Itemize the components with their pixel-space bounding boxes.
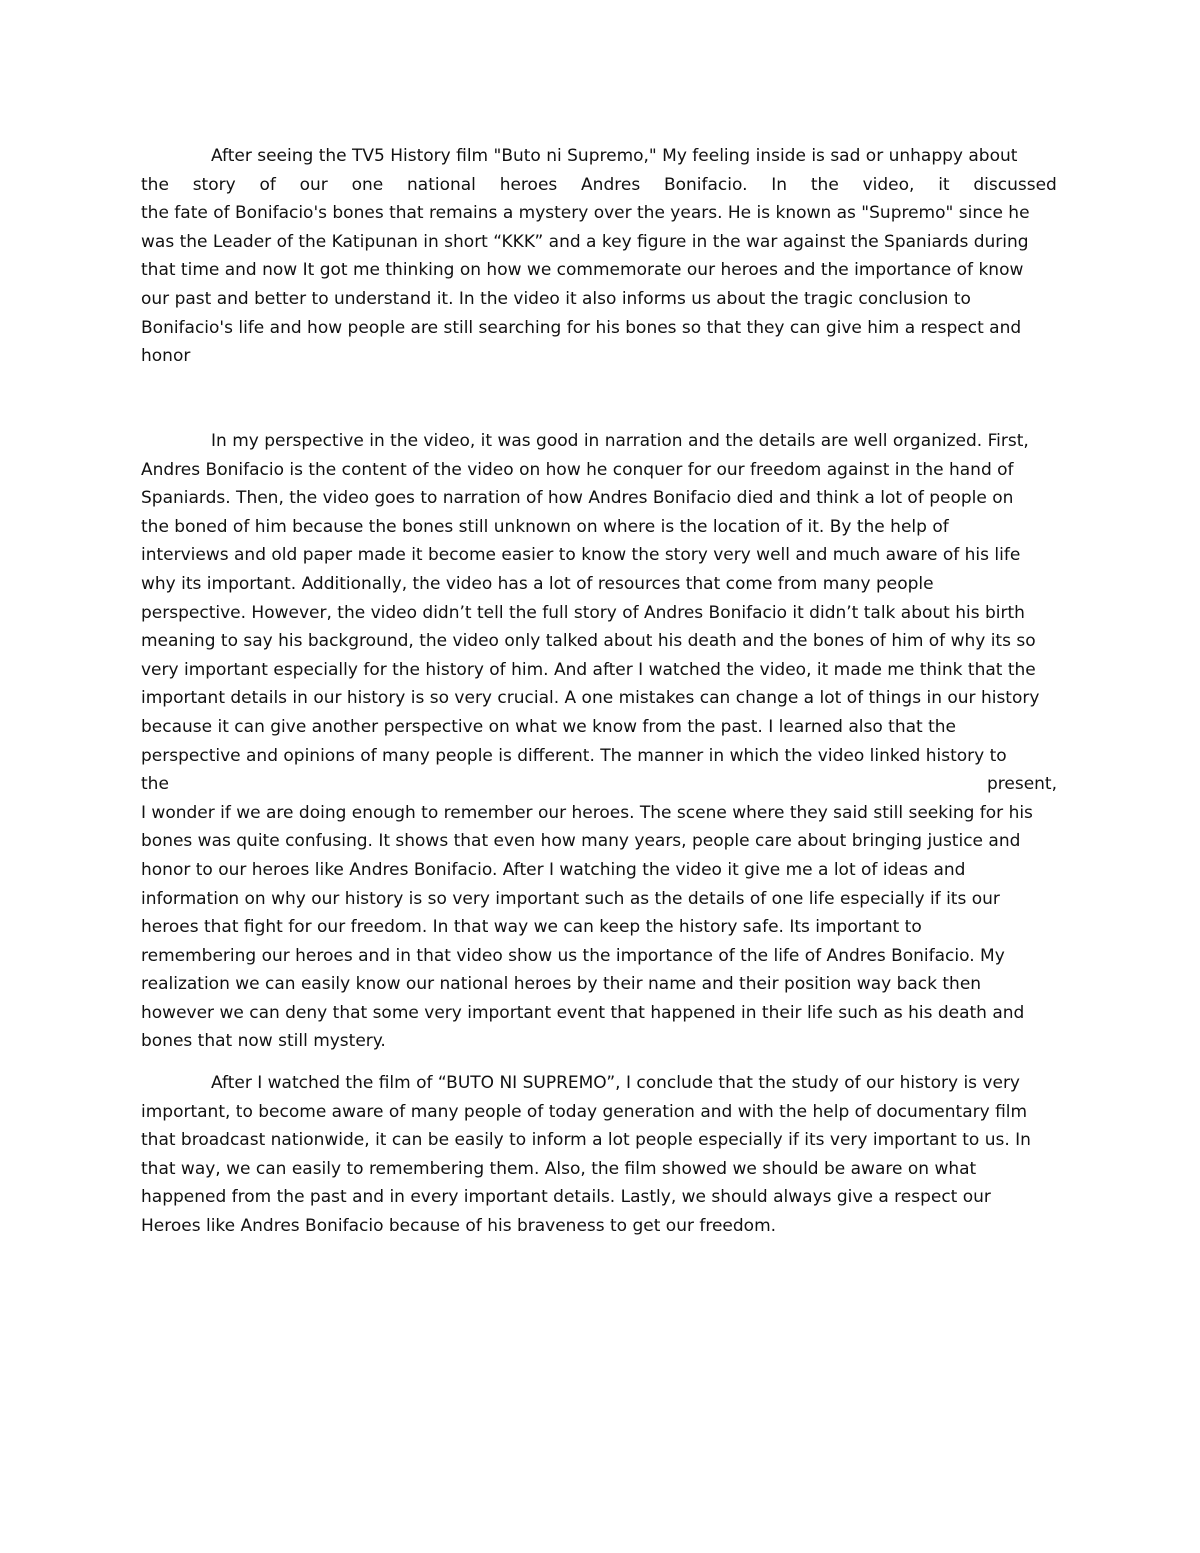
word: In xyxy=(771,174,788,195)
word: discussed xyxy=(973,174,1057,195)
text-line: because it can give another perspective on what we know from the past. I learned also that the xyxy=(141,716,956,737)
word: national xyxy=(407,174,476,195)
text-line: was the Leader of the Katipunan in short “KKK” and a key figure in the war against the Spaniards during xyxy=(141,231,1029,252)
word: one xyxy=(351,174,384,195)
text-line: that time and now It got me thinking on how we commemorate our heroes and the importance of know xyxy=(141,260,1024,281)
text-line: the boned of him because the bones still unknown on where is the location of it. By the help of xyxy=(141,516,949,537)
text-line: Heroes like Andres Bonifacio because of his braveness to get our freedom. xyxy=(141,1215,777,1236)
word: Bonifacio. xyxy=(663,174,748,195)
word: Andres xyxy=(581,174,641,195)
text-line: I wonder if we are doing enough to remember our heroes. The scene where they said still seeking for his xyxy=(141,802,1033,823)
text-line: bones was quite confusing. It shows that even how many years, people care about bringing justice and xyxy=(141,831,1021,852)
text-line: After seeing the TV5 History film "Buto ni Supremo," My feeling inside is sad or unhappy about xyxy=(211,146,1018,166)
text-line: important details in our history is so very crucial. A one mistakes can change a lot of things in our history xyxy=(141,688,1040,709)
paragraph-2 xyxy=(141,427,1057,1056)
text-line: information on why our history is so very important such as the details of one life especially if its our xyxy=(141,888,1000,909)
text-line: important, to become aware of many people of today generation and with the help of documentary film xyxy=(141,1101,1028,1122)
word: our xyxy=(299,174,328,195)
text-line: very important especially for the history of him. And after I watched the video, it made me think that the xyxy=(141,659,1036,680)
text-line: why its important. Additionally, the video has a lot of resources that come from many people xyxy=(141,573,934,594)
word: of xyxy=(259,174,276,195)
text-line-justified xyxy=(141,171,1057,200)
text-line: Spaniards. Then, the video goes to narration of how Andres Bonifacio died and think a lot of people on xyxy=(141,488,1014,509)
paragraph-3 xyxy=(141,1069,1057,1241)
text-line: honor to our heroes like Andres Bonifacio. After I watching the video it give me a lot of ideas and xyxy=(141,859,966,880)
text-line: bones that now still mystery. xyxy=(141,1031,386,1052)
text-line: Andres Bonifacio is the content of the video on how he conquer for our freedom against in the hand of xyxy=(141,459,1014,480)
word: it xyxy=(938,174,950,195)
text-line: however we can deny that some very important event that happened in their life such as his death and xyxy=(141,1002,1025,1023)
word: the xyxy=(141,174,169,195)
text-line: happened from the past and in every important details. Lastly, we should always give a respect our xyxy=(141,1187,991,1208)
word: video, xyxy=(862,174,915,195)
text-line: After I watched the film of “BUTO NI SUPREMO”, I conclude that the study of our history is very xyxy=(211,1073,1020,1093)
text-line: heroes that fight for our freedom. In that way we can keep the history safe. Its important to xyxy=(141,917,922,938)
text-line: our past and better to understand it. In the video it also informs us about the tragic conclusion to xyxy=(141,288,971,309)
text-line: perspective and opinions of many people is different. The manner in which the video linked history to xyxy=(141,745,1007,766)
text-line: the fate of Bonifacio's bones that remains a mystery over the years. He is known as "Supremo" since he xyxy=(141,203,1030,224)
word: the xyxy=(141,774,169,795)
paragraph-1 xyxy=(141,142,1057,371)
word: the xyxy=(810,174,839,195)
text-line: realization we can easily know our national heroes by their name and their position way back then xyxy=(141,974,982,995)
word: story xyxy=(192,174,236,195)
word: heroes xyxy=(499,174,558,195)
text-line: remembering our heroes and in that video show us the importance of the life of Andres Bonifacio. My xyxy=(141,945,1005,966)
text-line: that broadcast nationwide, it can be easily to inform a lot people especially if its very important to us. In xyxy=(141,1130,1031,1151)
text-line-justified xyxy=(141,770,1057,799)
text-line: Bonifacio's life and how people are still searching for his bones so that they can give him a respect and xyxy=(141,317,1022,338)
text-line: In my perspective in the video, it was good in narration and the details are well organized. First, xyxy=(211,431,1029,451)
word: present, xyxy=(986,774,1057,795)
text-line: that way, we can easily to remembering them. Also, the film showed we should be aware on what xyxy=(141,1158,977,1179)
text-line: meaning to say his background, the video only talked about his death and the bones of him of why its so xyxy=(141,631,1036,652)
text-line: interviews and old paper made it become easier to know the story very well and much aware of his life xyxy=(141,545,1021,566)
text-line: perspective. However, the video didn’t tell the full story of Andres Bonifacio it didn’t talk about his birth xyxy=(141,602,1025,623)
text-line: honor xyxy=(141,346,191,367)
